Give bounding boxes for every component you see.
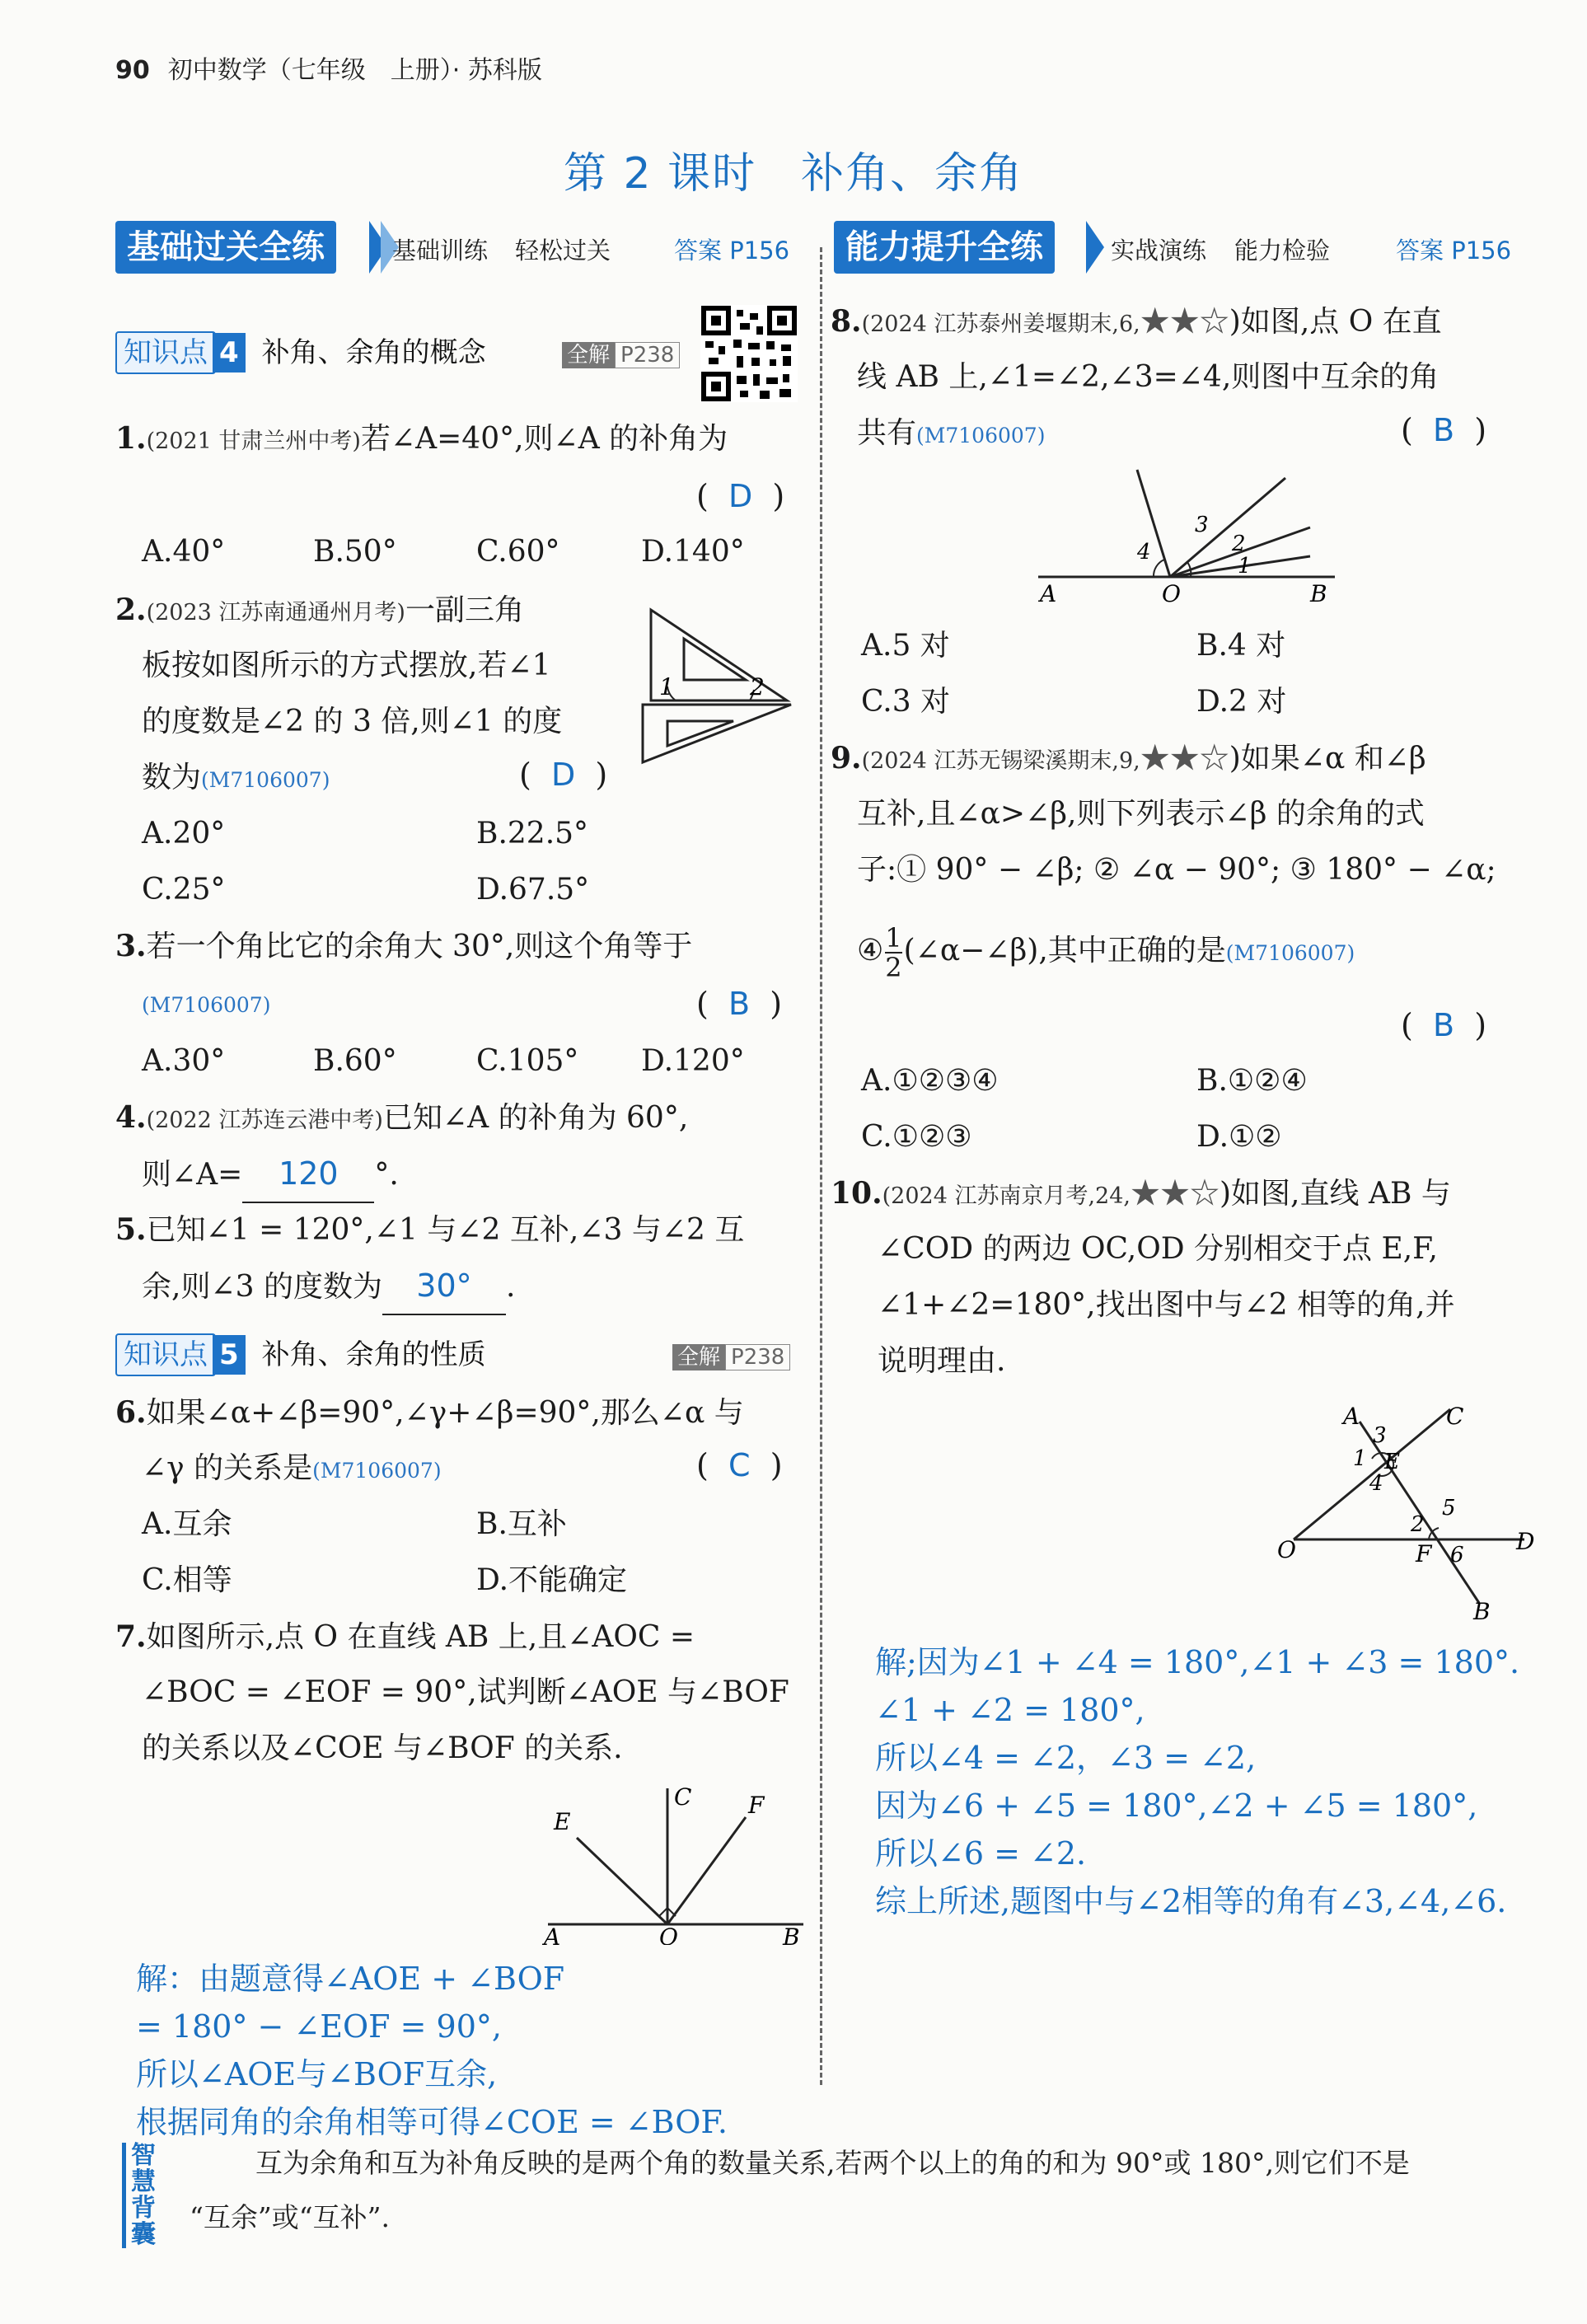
- q9-answer-paren: ( B ): [1401, 1007, 1487, 1043]
- q9-source: (2024 江苏无锡梁溪期末,9,: [861, 748, 1140, 774]
- solution-line: ∠1 + ∠2 = 180°,: [875, 1692, 1145, 1728]
- q9-line2: 互补,且∠α>∠β,则下列表示∠β 的余角的式: [857, 797, 1425, 831]
- fraction-numerator: 1: [885, 922, 902, 953]
- q10-fig-label: 6: [1450, 1543, 1464, 1567]
- fraction-denominator: 2: [885, 952, 902, 983]
- tip-side-label: [122, 2143, 156, 2248]
- q7-angle-figure: [536, 1780, 816, 1945]
- q7-fig-label: E: [554, 1808, 571, 1835]
- q9-line1: [831, 730, 1426, 790]
- q7-line1: [115, 1609, 695, 1666]
- difficulty-stars-icon: ★★☆: [1140, 742, 1229, 775]
- left-banner: [115, 221, 336, 274]
- q2-line1: [115, 582, 524, 641]
- q4-number: 4.: [115, 1100, 147, 1135]
- q9-text: )如果∠α 和∠β: [1229, 742, 1426, 775]
- difficulty-stars-icon: ★★☆: [1131, 1177, 1220, 1211]
- q2-option[interactable]: C.25°: [142, 873, 226, 907]
- q1-option[interactable]: B.50°: [313, 535, 397, 569]
- q7-fig-label: O: [659, 1923, 678, 1945]
- q7-number: 7.: [115, 1619, 147, 1654]
- q10-fig-label: 3: [1373, 1423, 1387, 1448]
- q10-number: 10.: [831, 1176, 882, 1211]
- q1-answer-paren: ( D ): [696, 478, 785, 514]
- q3-option[interactable]: A.30°: [142, 1044, 226, 1078]
- q10-fig-label: 4: [1369, 1471, 1383, 1496]
- solution-line: = 180° − ∠EOF = 90°,: [136, 2008, 502, 2045]
- q8-option[interactable]: D.2 对: [1196, 685, 1287, 719]
- kp-number: 4: [213, 333, 246, 372]
- q7-fig-label: F: [748, 1792, 765, 1819]
- q1-source: (2021 甘肃兰州中考): [146, 429, 361, 454]
- q8-number: 8.: [831, 304, 862, 339]
- q8-line3: [857, 405, 1045, 464]
- right-banner-label: 能力提升全练: [834, 221, 1055, 274]
- q10-fig-label: 2: [1411, 1512, 1425, 1537]
- q1-text: 若∠A=40°,则∠A 的补角为: [360, 422, 728, 456]
- q7-line2: ∠BOC = ∠EOF = 90°,试判断∠AOE 与∠BOF: [142, 1675, 789, 1709]
- q8-text: 共有: [857, 416, 917, 450]
- q8-fig-label: A: [1040, 580, 1057, 607]
- q9-option[interactable]: A.①②③④: [861, 1064, 999, 1098]
- left-banner-sub1: 基础训练: [392, 237, 489, 265]
- q9-fraction: [885, 924, 901, 982]
- q5-line2: [142, 1258, 515, 1315]
- solution-line: 因为∠6 + ∠5 = 180°,∠2 + ∠5 = 180°,: [875, 1788, 1478, 1824]
- q7-solution: [136, 1955, 728, 2146]
- q1-option[interactable]: C.60°: [476, 535, 560, 569]
- page-number: 90: [115, 56, 150, 85]
- q2-answer: D: [550, 757, 576, 793]
- page-header: [115, 49, 542, 86]
- q6-text: ∠γ 的关系是: [142, 1451, 313, 1485]
- full-solution-ref[interactable]: [562, 338, 680, 368]
- q9-line3: 子:① 90° − ∠β; ② ∠α − 90°; ③ 180° − ∠α;: [857, 853, 1496, 887]
- q10-text: )如图,直线 AB 与: [1220, 1177, 1451, 1211]
- q10-source: (2024 江苏南京月考,24,: [882, 1183, 1131, 1209]
- q8-answer: B: [1432, 412, 1455, 448]
- q10-line3: ∠1+∠2=180°,找出图中与∠2 相等的角,并: [878, 1288, 1455, 1322]
- q9-answer: B: [1432, 1007, 1455, 1043]
- q3-stem: [115, 918, 692, 975]
- q2-option[interactable]: A.20°: [142, 817, 226, 850]
- q8-fig-label: O: [1162, 580, 1181, 607]
- q4-line2: [142, 1146, 399, 1203]
- q2-code[interactable]: (M7106007): [201, 768, 330, 792]
- q2-line2: 板按如图所示的方式摆放,若∠1: [142, 649, 551, 682]
- q5-line1: [115, 1202, 744, 1258]
- q3-option[interactable]: B.60°: [313, 1044, 397, 1078]
- q7-line3: 的关系以及∠COE 与∠BOF 的关系.: [142, 1731, 623, 1765]
- solution-line: 解;因为∠1 + ∠4 = 180°,∠1 + ∠3 = 180°.: [875, 1644, 1520, 1680]
- q1-option[interactable]: D.140°: [641, 535, 745, 569]
- q8-line1: [831, 293, 1442, 353]
- q5-answer: 30°: [382, 1258, 506, 1315]
- q2-answer-paren: ( D ): [519, 757, 608, 793]
- full-solution-label: 全解: [672, 1344, 725, 1371]
- left-answer-ref[interactable]: 答案 P156: [674, 237, 790, 265]
- q4-stem: [115, 1089, 688, 1149]
- q2-source: (2023 江苏南通通州月考): [146, 600, 405, 626]
- q5-number: 5.: [115, 1212, 147, 1247]
- q1-option[interactable]: A.40°: [142, 535, 226, 569]
- q4-answer: 120: [242, 1146, 374, 1203]
- solution-line: 解：由题意得∠AOE + ∠BOF: [136, 1961, 565, 1997]
- q3-answer-paren: ( B ): [696, 986, 783, 1022]
- q4-source: (2022 江苏连云港中考): [146, 1108, 383, 1133]
- q8-text: )如图,点 O 在直: [1229, 305, 1442, 339]
- q2-line4: [142, 750, 330, 808]
- q2-option[interactable]: B.22.5°: [476, 817, 589, 850]
- q2-fig-label: 2: [750, 673, 765, 700]
- q8-fig-label: 3: [1195, 513, 1209, 537]
- q10-fig-label: A: [1343, 1403, 1360, 1430]
- q3-text: 若一个角比它的余角大 30°,则这个角等于: [146, 930, 693, 963]
- knowledge-point-5: [115, 1333, 486, 1373]
- kp-number: 5: [213, 1335, 246, 1375]
- tip-line1: 互为余角和互为补角反映的是两个角的数量关系,若两个以上的角的和为 90°或 180°,则它们不是: [255, 2147, 1410, 2179]
- q1-number: 1.: [115, 421, 147, 456]
- q6-answer: C: [728, 1447, 751, 1483]
- knowledge-point-4: [115, 331, 486, 371]
- q10-fig-label: 1: [1353, 1446, 1367, 1471]
- kp-tag: 知识点: [115, 1333, 216, 1376]
- q9-text: ④: [857, 934, 884, 968]
- q2-triangle-figure: [634, 589, 799, 771]
- right-banner-sub1: 实战演练: [1111, 237, 1207, 265]
- q10-fig-label: F: [1416, 1540, 1432, 1567]
- q8-fig-label: 2: [1232, 532, 1246, 556]
- tip-line2: “互余”或“互补”.: [190, 2201, 390, 2233]
- kp-title: 补角、余角的概念: [261, 336, 486, 369]
- q9-line4: [857, 923, 1355, 982]
- q8-source: (2024 江苏泰州姜堰期末,6,: [861, 312, 1140, 337]
- q8-fig-label: 4: [1137, 540, 1151, 565]
- q8-line2: 线 AB 上,∠1=∠2,∠3=∠4,则图中互余的角: [857, 360, 1440, 394]
- q10-fig-label: E: [1384, 1450, 1400, 1474]
- full-solution-label: 全解: [562, 342, 615, 368]
- q6-answer-paren: ( C ): [696, 1447, 783, 1483]
- left-banner-sub2: 轻松过关: [515, 237, 611, 265]
- q3-code[interactable]: (M7106007): [142, 993, 271, 1017]
- full-solution-page: P238: [725, 1344, 790, 1371]
- tip-side-char: 背: [131, 2194, 156, 2223]
- q9-option[interactable]: D.①②: [1196, 1120, 1282, 1154]
- q7-text: 如图所示,点 O 在直线 AB 上,且∠AOC =: [146, 1620, 695, 1654]
- q5-text: 已知∠1 = 120°,∠1 与∠2 互补,∠3 与∠2 互: [146, 1213, 745, 1247]
- q10-geometry-figure: [1277, 1393, 1541, 1624]
- tip-side-char: 慧: [131, 2167, 156, 2196]
- q9-number: 9.: [831, 741, 862, 775]
- q6-line1: [115, 1385, 744, 1441]
- q2-text: 数为: [142, 761, 202, 794]
- q2-text: 一副三角: [405, 593, 524, 627]
- q2-fig-label: 1: [659, 673, 674, 700]
- tip-side-char: 囊: [131, 2220, 156, 2249]
- q8-option[interactable]: B.4 对: [1196, 629, 1286, 663]
- left-banner-label: 基础过关全练: [115, 221, 336, 274]
- q3-option[interactable]: D.120°: [641, 1044, 745, 1078]
- right-banner-sub2: 能力检验: [1234, 237, 1331, 265]
- q8-angle-figure: [1030, 462, 1343, 610]
- q9-option[interactable]: B.①②④: [1196, 1064, 1308, 1098]
- q3-option[interactable]: C.105°: [476, 1044, 579, 1078]
- q7-fig-label: C: [674, 1783, 692, 1811]
- q10-solution: [875, 1638, 1519, 1925]
- q2-line3: 的度数是∠2 的 3 倍,则∠1 的度: [142, 705, 563, 738]
- q10-line2: ∠COD 的两边 OC,OD 分别相交于点 E,F,: [878, 1232, 1438, 1266]
- q6-code[interactable]: (M7106007): [312, 1459, 442, 1483]
- q3-number: 3.: [115, 929, 147, 963]
- q10-fig-label: C: [1446, 1403, 1464, 1430]
- q1-stem: [115, 410, 728, 470]
- q8-code[interactable]: (M7106007): [916, 424, 1046, 447]
- right-banner: [834, 221, 1055, 274]
- q4-text: °.: [374, 1158, 399, 1192]
- q8-answer-paren: ( B ): [1401, 412, 1487, 448]
- difficulty-stars-icon: ★★☆: [1140, 305, 1229, 339]
- kp-title: 补角、余角的性质: [261, 1338, 486, 1371]
- kp-tag: 知识点: [115, 331, 216, 374]
- q10-line4: 说明理由.: [878, 1344, 1006, 1378]
- q9-option[interactable]: C.①②③: [861, 1120, 972, 1154]
- q6-option[interactable]: C.相等: [142, 1563, 232, 1597]
- q10-fig-label: B: [1473, 1598, 1491, 1624]
- full-solution-page: P238: [615, 342, 680, 368]
- tip-side-char: 智: [131, 2141, 156, 2170]
- solution-line: 所以∠6 = ∠2.: [875, 1835, 1087, 1872]
- right-answer-ref[interactable]: 答案 P156: [1396, 237, 1512, 265]
- q7-fig-label: B: [783, 1923, 800, 1945]
- q6-option[interactable]: D.不能确定: [476, 1563, 628, 1597]
- q6-option[interactable]: A.互余: [142, 1507, 232, 1541]
- q8-fig-label: B: [1310, 580, 1327, 607]
- column-divider: [820, 247, 822, 2085]
- q2-option[interactable]: D.67.5°: [476, 873, 590, 907]
- q10-line1: [831, 1165, 1451, 1225]
- qr-code-icon[interactable]: [700, 305, 798, 402]
- q8-option[interactable]: A.5 对: [861, 629, 950, 663]
- chevron-icon: [1086, 221, 1104, 274]
- q4-text: 则∠A=: [142, 1158, 243, 1192]
- q6-line2: [142, 1441, 442, 1499]
- q4-text: 已知∠A 的补角为 60°,: [382, 1101, 689, 1135]
- q10-fig-label: O: [1277, 1536, 1296, 1563]
- q6-option[interactable]: B.互补: [476, 1507, 567, 1541]
- solution-line: 根据同角的余角相等可得∠COE = ∠BOF.: [136, 2104, 728, 2140]
- q8-option[interactable]: C.3 对: [861, 685, 951, 719]
- q5-text: .: [505, 1270, 516, 1304]
- solution-line: 综上所述,题图中与∠2相等的角有∠3,∠4,∠6.: [875, 1883, 1507, 1919]
- book-title: 初中数学（七年级 上册）· 苏科版: [167, 56, 542, 85]
- q9-text: (∠α−∠β),其中正确的是: [903, 934, 1226, 968]
- solution-line: 所以∠4 = ∠2，∠3 = ∠2,: [875, 1740, 1257, 1776]
- q3-code-row: [142, 993, 270, 1017]
- q6-text: 如果∠α+∠β=90°,∠γ+∠β=90°,那么∠α 与: [146, 1396, 744, 1430]
- q9-code[interactable]: (M7106007): [1225, 941, 1355, 965]
- q1-answer: D: [728, 478, 753, 514]
- q2-number: 2.: [115, 593, 147, 627]
- q5-text: 余,则∠3 的度数为: [142, 1270, 382, 1304]
- solution-line: 所以∠AOE与∠BOF互余,: [136, 2056, 498, 2092]
- q6-number: 6.: [115, 1395, 147, 1430]
- q3-answer: B: [728, 986, 751, 1022]
- full-solution-ref[interactable]: [672, 1340, 790, 1371]
- q10-fig-label: D: [1516, 1528, 1535, 1555]
- q10-fig-label: 5: [1442, 1496, 1456, 1520]
- lesson-title: 第 2 课时 补角、余角: [563, 149, 1024, 199]
- q8-fig-label: 1: [1238, 554, 1252, 579]
- q7-fig-label: A: [544, 1923, 561, 1945]
